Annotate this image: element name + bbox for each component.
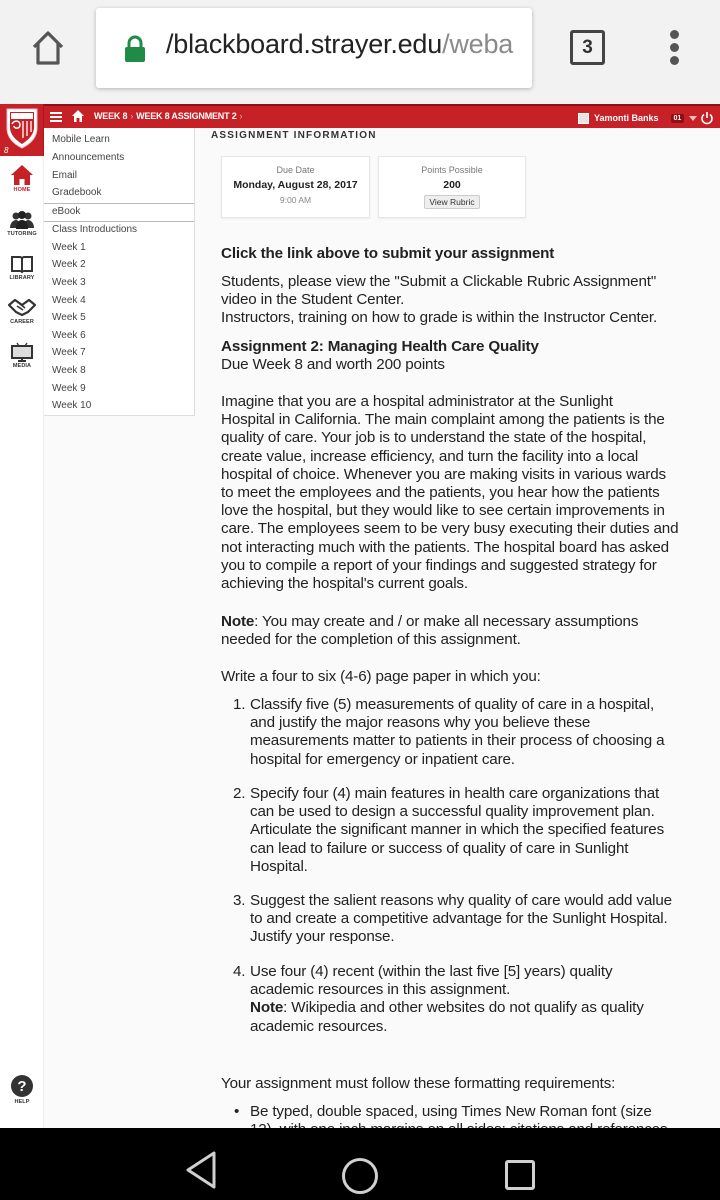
breadcrumb-assignment[interactable]: WEEK 8 ASSIGNMENT 2 <box>136 111 237 121</box>
task-number: 1. <box>233 696 246 713</box>
rail-label: HOME <box>13 187 31 193</box>
scenario-paragraph <box>221 393 711 593</box>
rail-label: LIBRARY <box>9 275 35 281</box>
text-line: quality of care. Your job is to understand the state of the hospital, <box>221 429 647 447</box>
text-line: can be used to design a successful quality improvement plan. <box>250 803 655 821</box>
menu-item-week-2[interactable]: Week 2 <box>52 259 86 270</box>
due-line: Due Week 8 and worth 200 points <box>221 356 445 374</box>
menu-item-email[interactable]: Email <box>52 170 78 181</box>
handshake-icon <box>8 298 36 318</box>
people-icon <box>9 210 35 230</box>
menu-item-week-7[interactable]: Week 7 <box>52 347 86 358</box>
top-navigation <box>0 104 720 128</box>
user-menu[interactable] <box>578 110 697 126</box>
breadcrumb <box>94 111 245 121</box>
notification-badge[interactable]: 01 <box>671 114 685 123</box>
icon-rail <box>0 156 44 1128</box>
text-line: Specify four (4) main features in health care organizations that <box>250 785 660 802</box>
menu-divider <box>44 221 194 222</box>
rail-help[interactable] <box>0 1074 44 1105</box>
help-icon <box>10 1074 34 1098</box>
menu-item-week-4[interactable]: Week 4 <box>52 295 86 306</box>
text-line: and justify the major reasons why you believe these <box>250 714 591 732</box>
url-domain: /blackboard.strayer.edu <box>166 29 443 59</box>
text-line: hospital for emergency or inpatient care. <box>250 750 515 768</box>
breadcrumb-week[interactable]: WEEK 8 <box>94 111 128 121</box>
section-title: ASSIGNMENT INFORMATION <box>211 130 377 141</box>
submit-heading <box>221 245 711 263</box>
text-line: achieving the hospital's current goals. <box>221 575 468 593</box>
points-value: 200 <box>443 179 461 191</box>
logo-letter: 8 <box>4 146 9 155</box>
menu-item-week-6[interactable]: Week 6 <box>52 330 86 341</box>
browser-toolbar <box>0 0 720 104</box>
text-line: Imagine that you are a hospital administrator at the Sunlight <box>221 393 613 410</box>
view-rubric-button[interactable]: View Rubric <box>424 195 479 209</box>
text-line: academic resources in this assignment. <box>250 981 511 999</box>
avatar <box>578 113 589 124</box>
text-line: Justify your response. <box>250 928 395 946</box>
submit-heading-text: Click the link above to submit your assignment <box>221 245 555 262</box>
text-line: measurements matter to patients in their process of choosing a <box>250 732 665 750</box>
rail-tutoring[interactable] <box>0 210 44 237</box>
due-date-card <box>221 156 370 218</box>
text-line: : Wikipedia and other websites do not qualify as quality <box>283 999 644 1017</box>
course-menu <box>44 128 195 416</box>
task-number: 4. <box>233 963 246 980</box>
text-line: Articulate the significant manner in which the specified features <box>250 821 665 839</box>
menu-item-week-3[interactable]: Week 3 <box>52 277 86 288</box>
power-icon[interactable] <box>700 111 714 125</box>
address-bar[interactable] <box>96 8 532 88</box>
chevron-down-icon[interactable] <box>689 116 697 121</box>
points-card <box>378 156 526 218</box>
rail-label: CAREER <box>10 319 34 325</box>
text-line: academic resources. <box>250 1017 388 1035</box>
text-line: Hospital in California. The main complaint among the patients is the <box>221 411 665 429</box>
text-line: love the hospital, but they would like to see certain improvements in <box>221 502 665 520</box>
android-navigation-bar <box>0 1128 720 1200</box>
book-icon <box>10 254 34 274</box>
menu-item-week-10[interactable]: Week 10 <box>52 400 92 411</box>
breadcrumb-separator: › <box>130 111 134 121</box>
menu-item-week-9[interactable]: Week 9 <box>52 383 86 394</box>
recent-apps-icon[interactable] <box>505 1160 535 1190</box>
text-line: not interacting much with the patients. The hospital board has asked <box>221 538 669 556</box>
home-circle-icon[interactable] <box>342 1158 378 1194</box>
tab-switcher-button[interactable]: 3 <box>570 30 605 65</box>
text-line: hospital of choice. Whenever you are making visits in various wards <box>221 465 666 483</box>
hamburger-menu-icon[interactable] <box>50 112 62 122</box>
more-vert-icon[interactable] <box>664 30 684 66</box>
text-line: needed for the completion of this assignment. <box>221 631 521 649</box>
svg-text:?: ? <box>17 1078 27 1095</box>
note-label: Note <box>221 613 255 630</box>
text-line: to meet the employees and the patients, you hear how the patients <box>221 484 660 502</box>
points-label: Points Possible <box>421 165 483 175</box>
text-line: Use four (4) recent (within the last five [5] years) quality <box>250 963 613 980</box>
task-number: 2. <box>233 785 246 802</box>
menu-item-mobile-learn[interactable]: Mobile Learn <box>52 134 110 145</box>
tv-icon <box>10 342 34 362</box>
rail-home[interactable] <box>0 164 44 193</box>
note-label: Note <box>250 999 284 1017</box>
strayer-logo[interactable] <box>0 104 44 156</box>
rail-label: TUTORING <box>7 231 37 237</box>
menu-item-gradebook[interactable]: Gradebook <box>52 187 102 198</box>
menu-item-ebook[interactable]: eBook <box>52 206 81 217</box>
text-line: Hospital. <box>250 857 308 875</box>
text-line: can lead to failure or success of quality of care in Sunlight <box>250 839 629 857</box>
due-time-value: 9:00 AM <box>279 195 312 205</box>
due-date-value: Monday, August 28, 2017 <box>233 179 358 191</box>
url-text[interactable] <box>166 29 518 60</box>
menu-item-announcements[interactable]: Announcements <box>52 152 125 163</box>
text-line: you to compile a report of your findings and suggested strategy for <box>221 556 657 574</box>
assignment-header <box>221 338 711 374</box>
task-number: 3. <box>233 892 246 909</box>
text-line: Instructors, training on how to grade is within the Instructor Center. <box>221 309 658 327</box>
user-name[interactable]: Yamonti Banks <box>594 113 659 123</box>
note-paragraph <box>221 613 711 649</box>
text-line: to and create a competitive advantage for the Sunlight Hospital. <box>250 910 668 928</box>
menu-item-class-introductions[interactable]: Class Introductions <box>52 224 138 235</box>
back-icon[interactable] <box>184 1150 218 1195</box>
formatting-intro: Your assignment must follow these formatting requirements: <box>221 1075 616 1092</box>
menu-item-week-5[interactable]: Week 5 <box>52 312 86 323</box>
write-intro: Write a four to six (4-6) page paper in which you: <box>221 668 541 685</box>
breadcrumb-separator: › <box>239 111 243 121</box>
text-line: Be typed, double spaced, using Times New Roman font (size <box>250 1103 652 1120</box>
text-line: Suggest the salient reasons why quality of care would add value <box>250 892 672 909</box>
rail-label: HELP <box>14 1099 30 1105</box>
rail-library[interactable] <box>0 254 44 281</box>
text-line: : You may create and / or make all necessary assumptions <box>254 613 639 630</box>
menu-divider <box>44 203 194 204</box>
browser-home-icon[interactable] <box>28 28 68 68</box>
text-line: care. The employees seem to be very busy executing their duties and <box>221 520 679 538</box>
text-line: video in the Student Center. <box>221 291 405 309</box>
blackboard-page <box>0 104 720 1128</box>
menu-item-week-1[interactable]: Week 1 <box>52 242 86 253</box>
rail-career[interactable] <box>0 298 44 325</box>
text-line: Students, please view the "Submit a Clickable Rubric Assignment" <box>221 273 657 290</box>
rail-media[interactable] <box>0 342 44 369</box>
assignment-title: Assignment 2: Managing Health Care Quality <box>221 338 539 355</box>
text-line: create value, increase efficiency, and turn the facility into a local <box>221 447 639 465</box>
text-line: Classify five (5) measurements of quality of care in a hospital, <box>250 696 655 713</box>
menu-item-week-8[interactable]: Week 8 <box>52 365 86 376</box>
rail-label: MEDIA <box>12 363 32 369</box>
due-date-label: Due Date <box>276 165 315 175</box>
home-icon <box>10 164 34 186</box>
bullet-icon: • <box>234 1103 240 1120</box>
url-path: /weba <box>442 29 514 59</box>
assignment-content <box>195 128 720 1128</box>
home-icon[interactable] <box>71 109 85 123</box>
lock-icon <box>124 35 146 63</box>
students-notice <box>221 273 711 328</box>
